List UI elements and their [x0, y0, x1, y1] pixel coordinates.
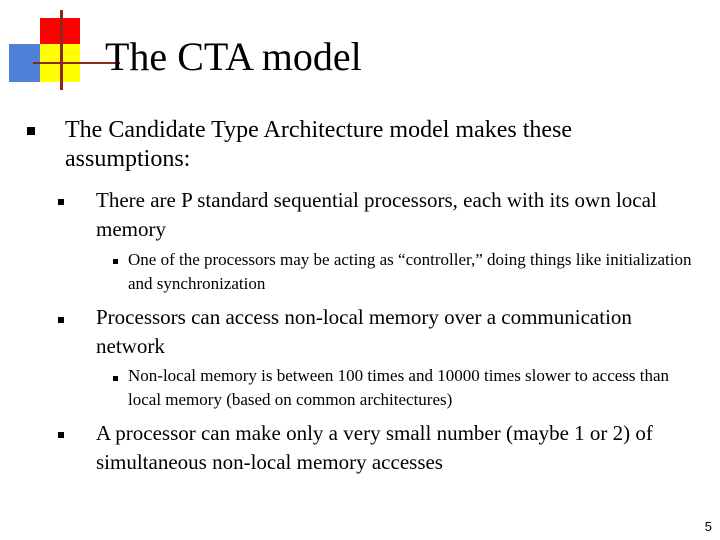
bullet-text: One of the processors may be acting as “controller,” doing things like initialization and synchronization [128, 250, 692, 293]
bullet-text: There are P standard sequential processors, each with its own local memory [96, 188, 657, 241]
slide-title: The CTA model [105, 34, 362, 79]
square-bullet-icon [113, 259, 118, 264]
bullet-text: A processor can make only a very small number (maybe 1 or 2) of simultaneous non-local memory accesses [96, 421, 653, 474]
square-bullet-icon [58, 199, 64, 205]
square-bullet-icon [58, 432, 64, 438]
vertical-rule [60, 10, 63, 90]
slide-number: 5 [704, 519, 712, 534]
square-bullet-icon [113, 376, 118, 381]
square-bullet-icon [58, 317, 64, 323]
bullet-text: The Candidate Type Architecture model makes these assumptions: [65, 117, 573, 172]
decorative-logo [0, 0, 120, 100]
square-bullet-icon [27, 127, 35, 135]
bullet-text: Non-local memory is between 100 times and 10000 times slower to access than local memory (based on common architectures) [128, 366, 670, 409]
bullet-text: Processors can access non-local memory over a communication network [96, 305, 632, 358]
